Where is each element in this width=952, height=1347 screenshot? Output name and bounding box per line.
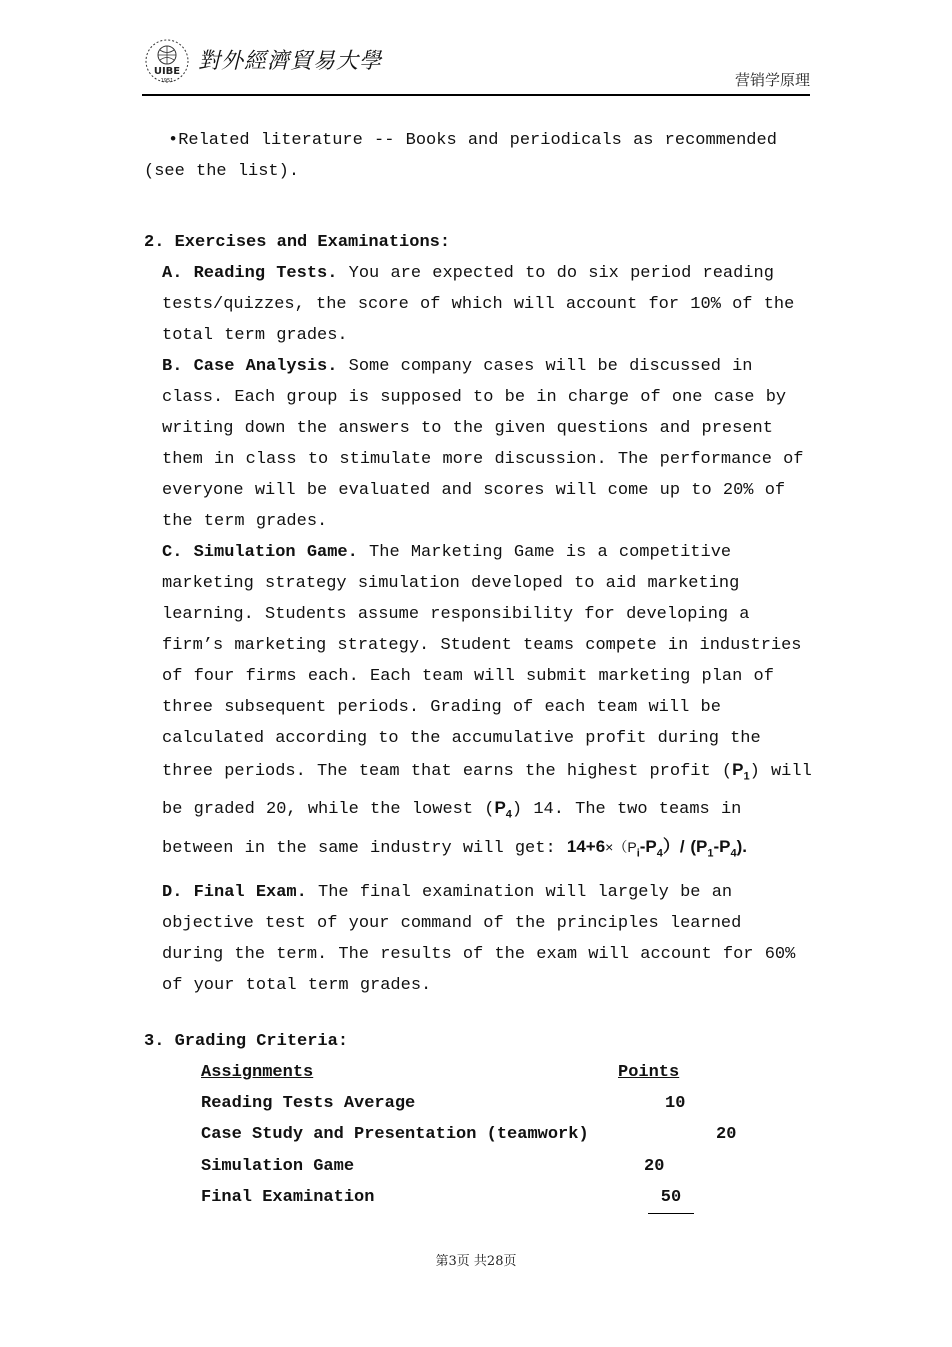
item-text: ) will be graded 20, while the lowest ( [162, 762, 812, 820]
section-heading: 3. Grading Criteria: [144, 1032, 349, 1051]
grading-row-name: Case Study and Presentation (teamwork) [201, 1125, 589, 1144]
related-literature-text: Related literature -- Books and periodicals as recommended (see the list). [144, 131, 777, 181]
item-text: The Marketing Game is a competitive marketing strategy simulation developed to aid marketing learning. Students assume responsibility for developing a firm’s marketing strategy. Student teams compete in industries of four firms each. Each team will submit marketing plan of three subsequent periods. Grading of each team will be calculated according to the accumulative profit during the three periods. The team that earns the highest profit ( [162, 543, 802, 781]
item-label: D. Final Exam. [162, 883, 307, 903]
section-exercises [144, 227, 812, 1001]
bullet-glyph: • [168, 131, 179, 150]
grading-row-name: Final Examination [201, 1188, 375, 1207]
item-label: A. Reading Tests. [162, 264, 338, 283]
grading-row-name: Reading Tests Average [201, 1094, 416, 1113]
svg-text:1951: 1951 [160, 78, 174, 84]
item-text: ) 14. The two teams in between in the same industry will get: [162, 800, 742, 858]
grading-row-points: 20 [716, 1125, 737, 1144]
page-number-footer: 第3页 共28页 [435, 1254, 517, 1269]
item-text: The final examination will largely be an objective test of your command of the principles learned during the term. The results of the exam will account for 60% of your total term grades. [162, 883, 796, 996]
related-literature-item [144, 125, 812, 187]
svg-text:UIBE: UIBE [153, 66, 181, 77]
paragraph-case-analysis [144, 351, 812, 537]
grading-row-name: Simulation Game [201, 1157, 355, 1176]
grading-row-points: 10 [665, 1094, 686, 1113]
item-text: Some company cases will be discussed in class. Each group is supposed to be in charge of one case by writing down the answers to the given questions and present them in class to stimulate more discussion. The performance of everyone will be evaluated and scores will come up to 20% of the term grades. [162, 357, 804, 531]
grading-row-points: 20 [644, 1157, 665, 1176]
paragraph-simulation-game [144, 537, 812, 869]
p1-symbol: $P_1$ [732, 760, 750, 783]
section-heading: 2. Exercises and Examinations: [144, 233, 451, 252]
paragraph-reading-tests [144, 258, 812, 351]
grading-formula: $14+6\times(P_i-P_4)/$ $(P_1-P_4)$. [566, 836, 747, 860]
grading-row-points: 50 [648, 1182, 694, 1214]
item-label: C. Simulation Game. [162, 543, 358, 562]
paragraph-final-exam [144, 877, 812, 1001]
university-seal-logo [144, 38, 190, 84]
university-name-calligraphy: 對外經濟貿易大學 [198, 49, 383, 74]
item-label: B. Case Analysis. [162, 357, 338, 376]
p4-symbol: $P_4$ [494, 798, 512, 821]
column-header-assignments: Assignments [201, 1063, 314, 1082]
section-grading-criteria [144, 1026, 812, 1057]
item-text: You are expected to do six period reading tests/quizzes, the score of which will account for 10% of the total term grades. [162, 264, 795, 345]
column-header-points: Points [618, 1063, 680, 1082]
page-header [142, 36, 810, 96]
course-title: 营销学原理 [734, 71, 810, 89]
